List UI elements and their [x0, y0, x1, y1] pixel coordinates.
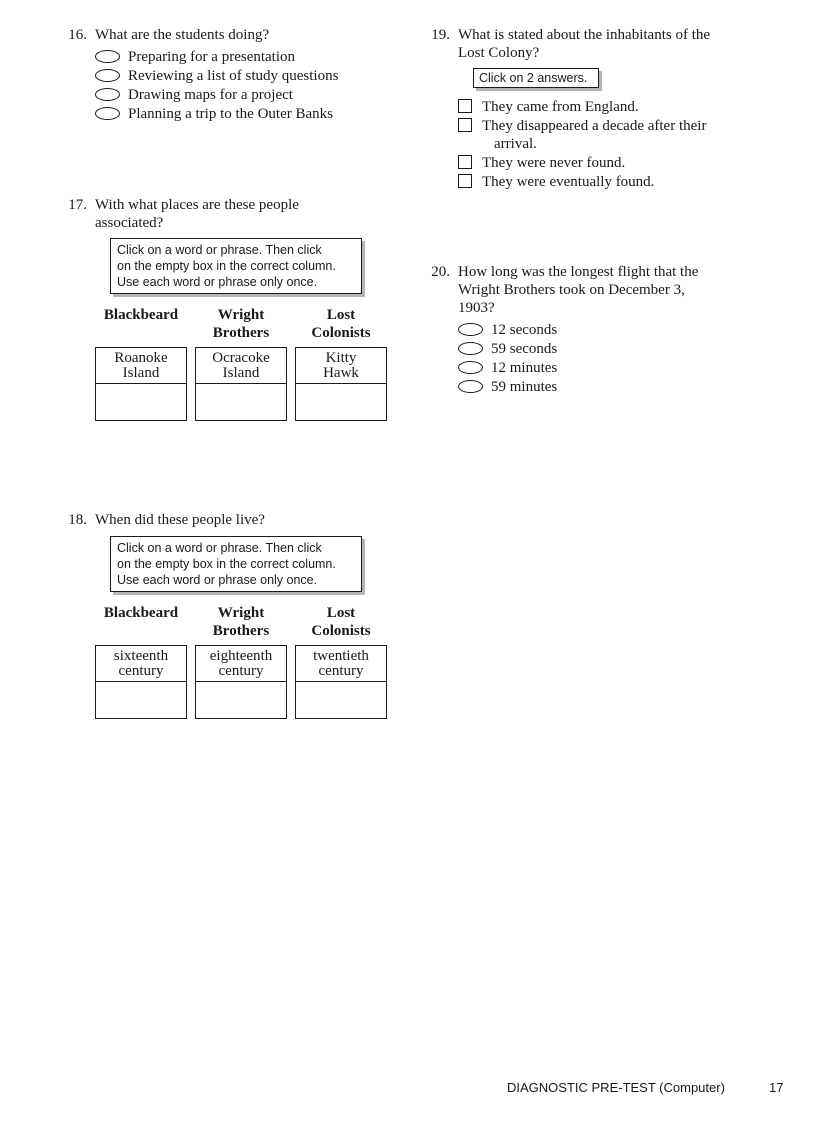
answer-option[interactable] [95, 67, 338, 86]
column-header-blackbeard: Blackbeard [103, 307, 179, 323]
answer-option[interactable] [458, 340, 557, 359]
question-text: When did these people live? [95, 512, 265, 528]
radio-oval-icon[interactable] [95, 69, 120, 82]
question-number: 19. [431, 27, 450, 43]
word-choice-cell[interactable]: Kitty Hawk [295, 347, 387, 384]
checkbox-option[interactable] [458, 154, 625, 173]
empty-answer-box[interactable] [95, 681, 187, 719]
question-number: 20. [431, 264, 450, 280]
column-header-blackbeard: Blackbeard [103, 605, 179, 621]
option-label: Reviewing a list of study questions [128, 68, 339, 84]
empty-answer-box[interactable] [295, 681, 387, 719]
option-label: 12 seconds [491, 322, 558, 338]
answer-option[interactable] [458, 321, 557, 340]
question-number: 16. [68, 27, 87, 43]
answer-option[interactable] [95, 48, 295, 67]
footer-title: DIAGNOSTIC PRE-TEST (Computer) [507, 1080, 725, 1095]
empty-answer-box[interactable] [295, 383, 387, 421]
checkbox-icon[interactable] [458, 155, 472, 169]
checkbox-icon[interactable] [458, 118, 472, 132]
answer-option[interactable] [458, 378, 557, 397]
option-label: Preparing for a presentation [128, 49, 296, 65]
word-choice-cell[interactable]: Ocracoke Island [195, 347, 287, 384]
checkbox-option[interactable] [458, 117, 706, 155]
question-text: With what places are these people associated? [95, 197, 299, 231]
empty-answer-box[interactable] [95, 383, 187, 421]
option-label: Drawing maps for a project [128, 87, 293, 103]
option-label: 59 seconds [491, 341, 558, 357]
radio-oval-icon[interactable] [458, 361, 483, 374]
word-choice-cell[interactable]: eighteenth century [195, 645, 287, 682]
radio-oval-icon[interactable] [95, 88, 120, 101]
option-label: They were never found. [482, 155, 626, 171]
radio-oval-icon[interactable] [95, 50, 120, 63]
question-text: What is stated about the inhabitants of the Lost Colony? [458, 27, 711, 61]
column-header-lost-colonists: Lost Colonists [311, 605, 371, 639]
word-choice-cell[interactable]: twentieth century [295, 645, 387, 682]
checkbox-icon[interactable] [458, 99, 472, 113]
radio-oval-icon[interactable] [458, 380, 483, 393]
instruction-box: Click on a word or phrase. Then click on the empty box in the correct column. Use each word or phrase only once. [110, 536, 362, 592]
radio-oval-icon[interactable] [458, 342, 483, 355]
column-header-wright-brothers: Wright Brothers [212, 605, 270, 639]
radio-oval-icon[interactable] [458, 323, 483, 336]
option-label: They were eventually found. [482, 174, 655, 190]
answer-option[interactable] [458, 359, 557, 378]
option-label: They came from England. [482, 99, 639, 115]
column-header-wright-brothers: Wright Brothers [212, 307, 270, 341]
option-label: 12 minutes [491, 360, 558, 376]
option-label: 59 minutes [491, 379, 558, 395]
option-label: Planning a trip to the Outer Banks [128, 106, 333, 122]
answer-option[interactable] [95, 105, 333, 124]
question-text: What are the students doing? [95, 27, 270, 43]
option-label-continued: arrival. [494, 136, 537, 152]
word-choice-cell[interactable]: Roanoke Island [95, 347, 187, 384]
question-text: How long was the longest flight that the Wright Brothers took on December 3, 1903? [458, 264, 699, 316]
column-header-lost-colonists: Lost Colonists [311, 307, 371, 341]
option-label: They disappeared a decade after their [482, 118, 707, 134]
question-number: 17. [68, 197, 87, 213]
question-number: 18. [68, 512, 87, 528]
answer-option[interactable] [95, 86, 293, 105]
empty-answer-box[interactable] [195, 383, 287, 421]
empty-answer-box[interactable] [195, 681, 287, 719]
word-choice-cell[interactable]: sixteenth century [95, 645, 187, 682]
checkbox-icon[interactable] [458, 174, 472, 188]
checkbox-option[interactable] [458, 173, 654, 192]
page-number: 17 [769, 1080, 784, 1095]
instruction-box: Click on a word or phrase. Then click on the empty box in the correct column. Use each word or phrase only once. [110, 238, 362, 294]
instruction-box: Click on 2 answers. [473, 68, 599, 88]
checkbox-option[interactable] [458, 98, 639, 117]
radio-oval-icon[interactable] [95, 107, 120, 120]
